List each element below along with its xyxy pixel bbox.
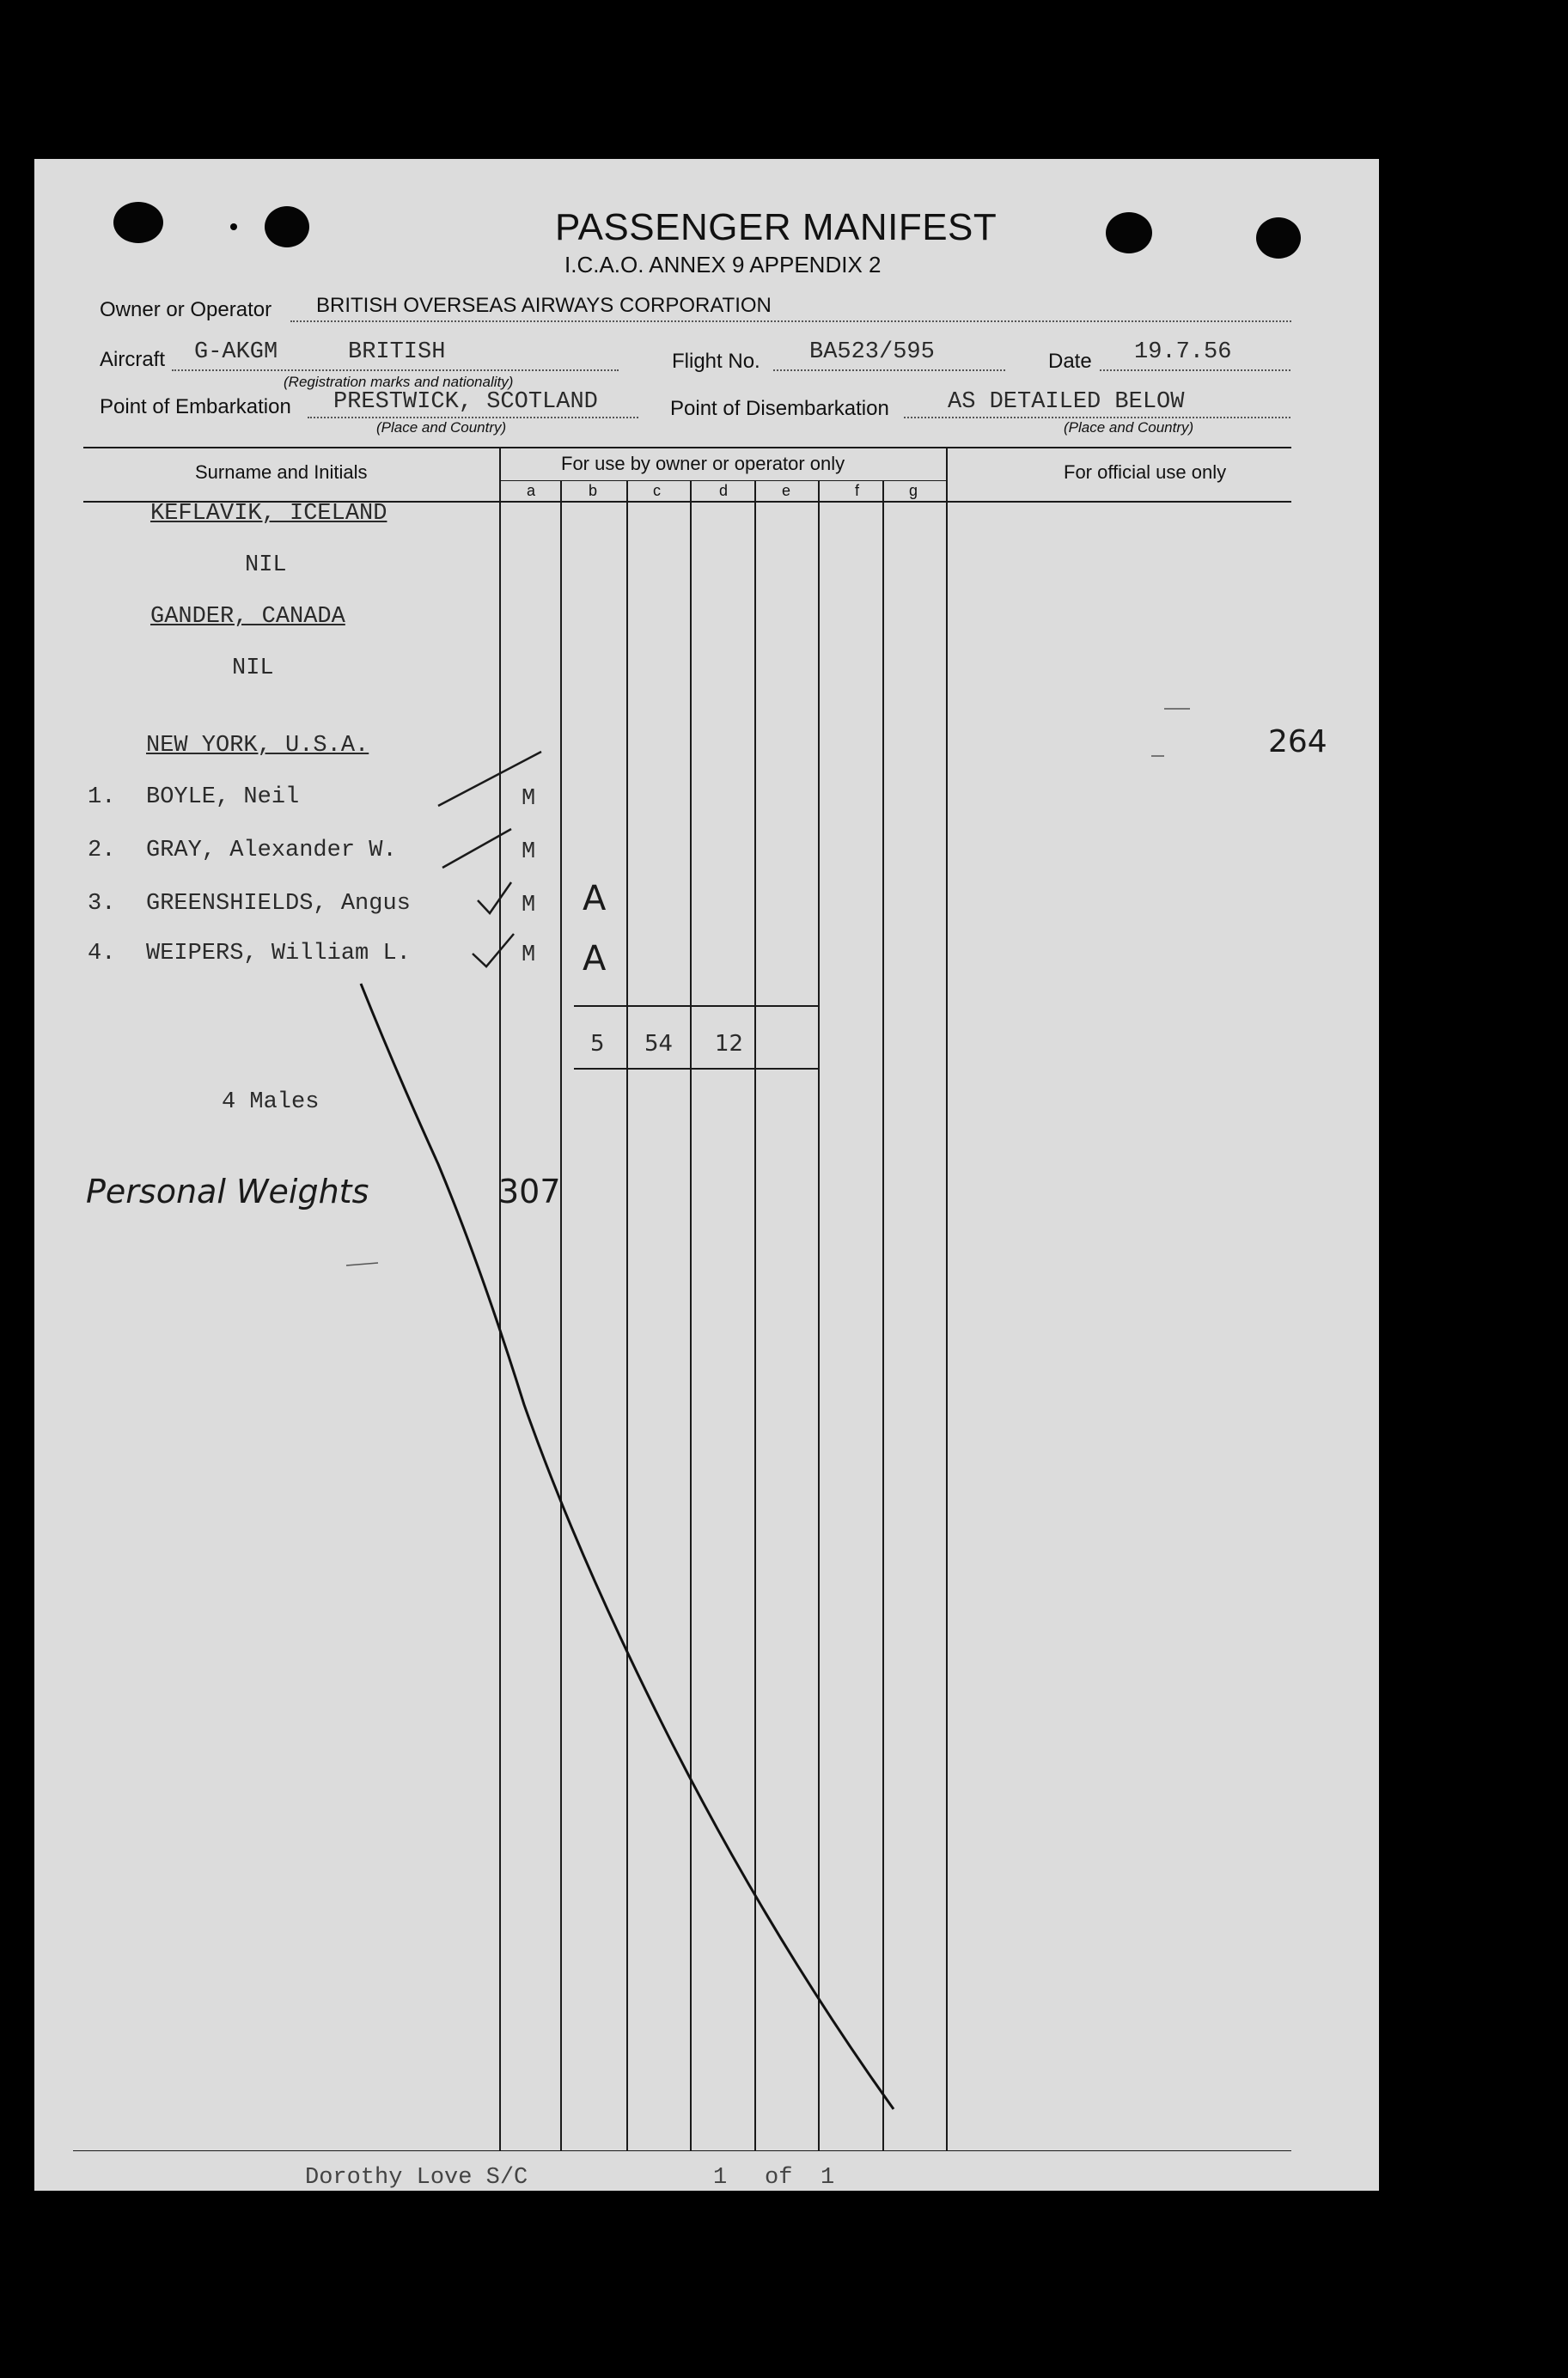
check-mark-icon (478, 882, 511, 913)
handwritten-weight: 307 (498, 1173, 561, 1210)
passenger-name: GRAY, Alexander W. (146, 838, 397, 863)
flight-value: BA523/595 (809, 339, 935, 365)
passenger-mark: A (583, 879, 607, 918)
aircraft-note: (Registration marks and nationality) (284, 374, 514, 390)
passenger-sex: M (522, 942, 536, 968)
passenger-number: 4. (88, 941, 116, 966)
sub-col-b: b (589, 482, 598, 499)
total-d: 12 (715, 1031, 744, 1057)
footer-pages: 1 (821, 2165, 835, 2191)
passenger-name: BOYLE, Neil (146, 784, 300, 810)
passenger-sex: M (522, 786, 536, 812)
ditto-stroke (438, 752, 541, 806)
disembarkation-value: AS DETAILED BELOW (948, 389, 1185, 415)
flight-label: Flight No. (672, 350, 760, 373)
col-official-header: For official use only (1064, 461, 1227, 483)
total-c: 54 (644, 1031, 674, 1057)
sub-col-g: g (909, 482, 918, 499)
owner-label: Owner or Operator (100, 298, 272, 321)
summary-count: 4 Males (222, 1089, 320, 1115)
aircraft-value: G-AKGM (194, 339, 278, 365)
official-number: 264 (1268, 724, 1327, 759)
ditto-stroke (442, 829, 511, 868)
embarkation-label: Point of Embarkation (100, 395, 291, 418)
sub-col-f: f (855, 482, 860, 499)
stop-note: NIL (232, 655, 274, 681)
pen-strokes (34, 159, 1379, 2191)
page-subtitle: I.C.A.O. ANNEX 9 APPENDIX 2 (564, 252, 882, 277)
passenger-sex: M (522, 893, 536, 918)
passenger-number: 2. (88, 838, 116, 863)
disembarkation-note: (Place and Country) (1064, 419, 1194, 436)
stop-place: GANDER, CANADA (150, 604, 345, 630)
stray-mark (346, 1263, 378, 1265)
footer-signature: Dorothy Love S/C (305, 2165, 528, 2191)
embarkation-value: PRESTWICK, SCOTLAND (333, 389, 598, 415)
date-value: 19.7.56 (1134, 339, 1232, 365)
check-mark-icon (473, 934, 514, 966)
passenger-name: GREENSHIELDS, Angus (146, 891, 411, 917)
passenger-number: 3. (88, 891, 116, 917)
sub-col-d: d (719, 482, 729, 499)
handwritten-note: Personal Weights (86, 1173, 369, 1210)
col-surname-header: Surname and Initials (195, 461, 368, 483)
passenger-name: WEIPERS, William L. (146, 941, 411, 966)
embarkation-note: (Place and Country) (376, 419, 507, 436)
owner-value: BRITISH OVERSEAS AIRWAYS CORPORATION (316, 294, 772, 317)
sub-col-e: e (782, 482, 791, 499)
aircraft-nationality: BRITISH (348, 339, 446, 365)
passenger-number: 1. (88, 784, 116, 810)
page-title: PASSENGER MANIFEST (555, 206, 998, 248)
col-owner-header: For use by owner or operator only (561, 453, 845, 474)
cancellation-line (361, 984, 894, 2109)
footer-of: of (765, 2165, 793, 2191)
stop-place: KEFLAVIK, ICELAND (150, 501, 387, 527)
date-label: Date (1048, 350, 1092, 373)
footer-page: 1 (713, 2165, 728, 2191)
total-b: 5 (590, 1031, 605, 1057)
disembarkation-label: Point of Disembarkation (670, 397, 889, 420)
manifest-sheet (34, 159, 1379, 2191)
stop-place: NEW YORK, U.S.A. (146, 733, 369, 759)
stop-note: NIL (245, 552, 287, 578)
passenger-sex: M (522, 839, 536, 865)
aircraft-label: Aircraft (100, 348, 166, 371)
passenger-mark: A (583, 939, 607, 979)
sub-col-a: a (527, 482, 536, 499)
sub-col-c: c (653, 482, 661, 499)
